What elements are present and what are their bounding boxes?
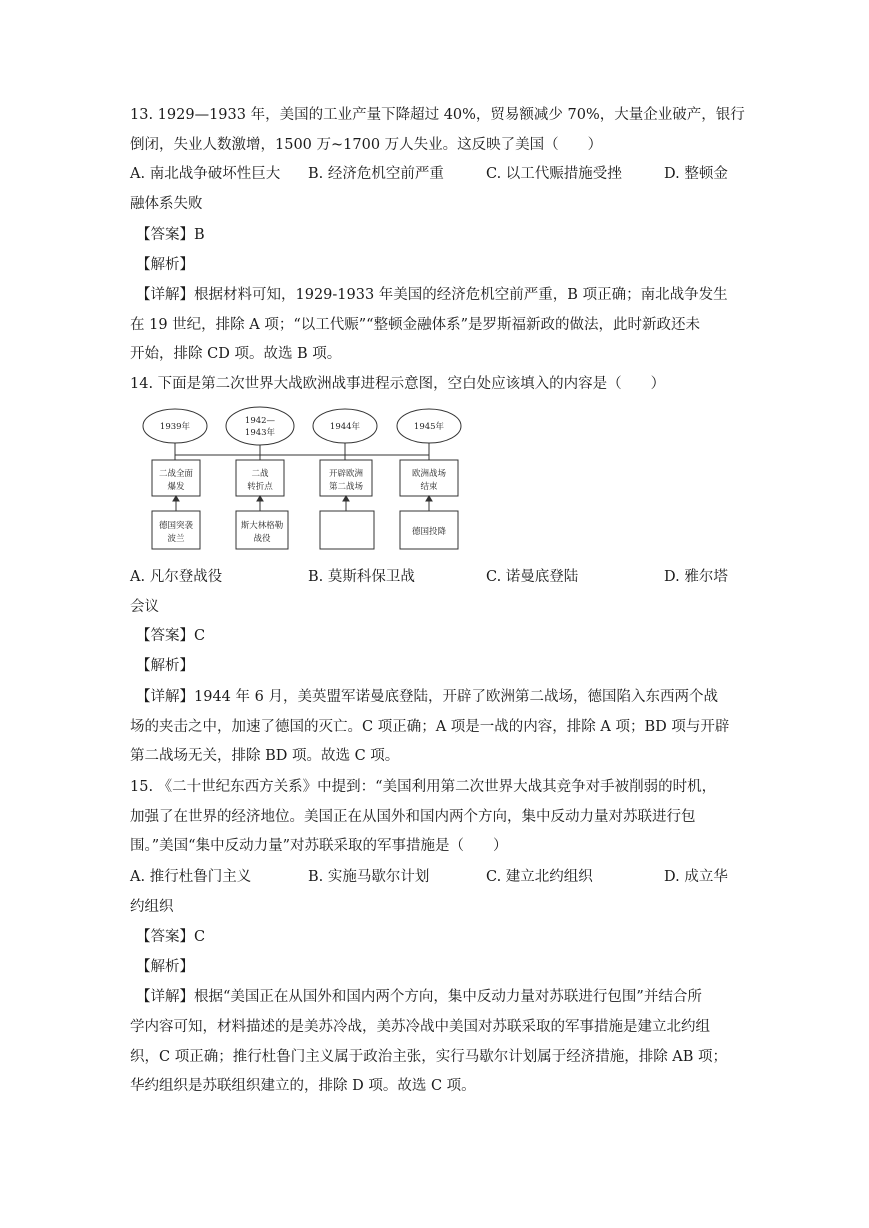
q14-options	[130, 566, 740, 588]
q15-analysis-label: 【解析】	[136, 959, 194, 975]
q15-detail-line1: 【详解】根据“美国正在从国外和国内两个方向，集中反动力量对苏联进行包围”并结合所	[136, 989, 702, 1005]
stage-2-line2: 转折点	[247, 482, 273, 492]
q15-answer: 【答案】C	[136, 929, 206, 945]
event-2-line1: 斯大林格勒	[240, 521, 284, 531]
year-1939: 1939年	[159, 422, 191, 432]
q14-detail-line3: 第二战场无关，排除 BD 项。故选 C 项。	[130, 748, 400, 764]
q14-option-wrap: 会议	[130, 599, 159, 615]
q15-option-b: B. 实施马歇尔计划	[308, 869, 430, 885]
q15-detail-line3: 织，C 项正确；推行杜鲁门主义属于政治主张，实行马歇尔计划属于经济措施，排除 AB 项；	[130, 1049, 728, 1065]
ww2-europe-timeline-diagram	[140, 405, 470, 557]
q14-option-c: C. 诺曼底登陆	[486, 569, 579, 585]
timeline-svg	[140, 405, 470, 557]
q13-detail-line3: 开始，排除 CD 项。故选 B 项。	[130, 346, 342, 362]
q15-stem-line1: 15. 《二十世纪东西方关系》中提到：“美国利用第二次世界大战其竞争对手被削弱的时机，	[130, 779, 717, 795]
q15-option-a: A. 推行杜鲁门主义	[130, 869, 252, 885]
year-1945: 1945年	[413, 422, 445, 432]
stage-2-line1: 二战	[251, 469, 269, 479]
stage-1-line2: 爆发	[167, 482, 185, 492]
stage-4-line1: 欧洲战场	[411, 469, 447, 479]
q13-analysis-label: 【解析】	[136, 257, 194, 273]
timeline-connectors	[175, 443, 429, 460]
up-arrows	[173, 496, 432, 511]
q15-stem-line2: 加强了在世界的经济地位。美国正在从国外和国内两个方向，集中反动力量对苏联进行包	[130, 809, 696, 825]
q13-option-a: A. 南北战争破坏性巨大	[130, 166, 281, 182]
q15-option-wrap: 约组织	[130, 899, 174, 915]
event-1-line2: 波兰	[167, 534, 185, 544]
event-4: 德国投降	[411, 527, 447, 537]
event-2-line2: 战役	[253, 534, 271, 544]
event-1-line1: 德国突袭	[158, 521, 194, 531]
q14-answer: 【答案】C	[136, 628, 206, 644]
q14-detail-line2: 场的夹击之中，加速了德国的灭亡。C 项正确；A 项是一战的内容，排除 A 项；BD 项与开辟	[130, 719, 730, 735]
stage-3-line1: 开辟欧洲	[328, 469, 364, 479]
q14-option-b: B. 莫斯科保卫战	[308, 569, 415, 585]
event-box-3-blank	[320, 511, 374, 549]
q13-detail-line1: 【详解】根据材料可知，1929-1933 年美国的经济危机空前严重，B 项正确；南北战争发生	[136, 287, 728, 303]
q13-option-b: B. 经济危机空前严重	[308, 166, 444, 182]
q15-option-d: D. 成立华	[664, 869, 728, 885]
q15-stem-line3: 围。”美国“集中反动力量”对苏联采取的军事措施是（ ）	[130, 838, 508, 854]
stage-4-line2: 结束	[420, 482, 438, 492]
q14-option-d: D. 雅尔塔	[664, 569, 728, 585]
q13-option-d: D. 整顿金	[664, 166, 728, 182]
year-1943: 1943年	[244, 428, 276, 438]
q14-option-a: A. 凡尔登战役	[130, 569, 223, 585]
q13-option-c: C. 以工代赈措施受挫	[486, 166, 622, 182]
q14-stem: 14. 下面是第二次世界大战欧洲战事进程示意图，空白处应该填入的内容是（ ）	[130, 376, 666, 392]
q13-options	[130, 163, 740, 185]
stage-1-line1: 二战全面	[158, 469, 194, 479]
q13-detail-line2: 在 19 世纪，排除 A 项；“以工代赈”“整顿金融体系”是罗斯福新政的做法，此时新政还未	[130, 317, 701, 333]
year-1944: 1944年	[329, 422, 361, 432]
stage-3-line2: 第二战场	[328, 482, 364, 492]
q15-options	[130, 866, 740, 888]
q14-analysis-label: 【解析】	[136, 658, 194, 674]
q15-option-c: C. 建立北约组织	[486, 869, 593, 885]
q15-detail-line2: 学内容可知，材料描述的是美苏冷战，美苏冷战中美国对苏联采取的军事措施是建立北约组	[130, 1019, 710, 1035]
q15-detail-line4: 华约组织是苏联组织建立的，排除 D 项。故选 C 项。	[130, 1078, 476, 1094]
q13-stem-line1: 13. 1929—1933 年，美国的工业产量下降超过 40%，贸易额减少 70%，大量企业破产，银行	[130, 107, 745, 123]
q13-stem-line2: 倒闭，失业人数激增，1500 万~1700 万人失业。这反映了美国（ ）	[130, 137, 603, 153]
q13-option-wrap: 融体系失败	[130, 196, 203, 212]
year-1942: 1942—	[244, 416, 276, 426]
q13-answer: 【答案】B	[136, 227, 205, 243]
q14-detail-line1: 【详解】1944 年 6 月，美英盟军诺曼底登陆，开辟了欧洲第二战场，德国陷入东西两个战	[136, 689, 718, 705]
year-ellipse-1942-1943	[226, 407, 294, 445]
